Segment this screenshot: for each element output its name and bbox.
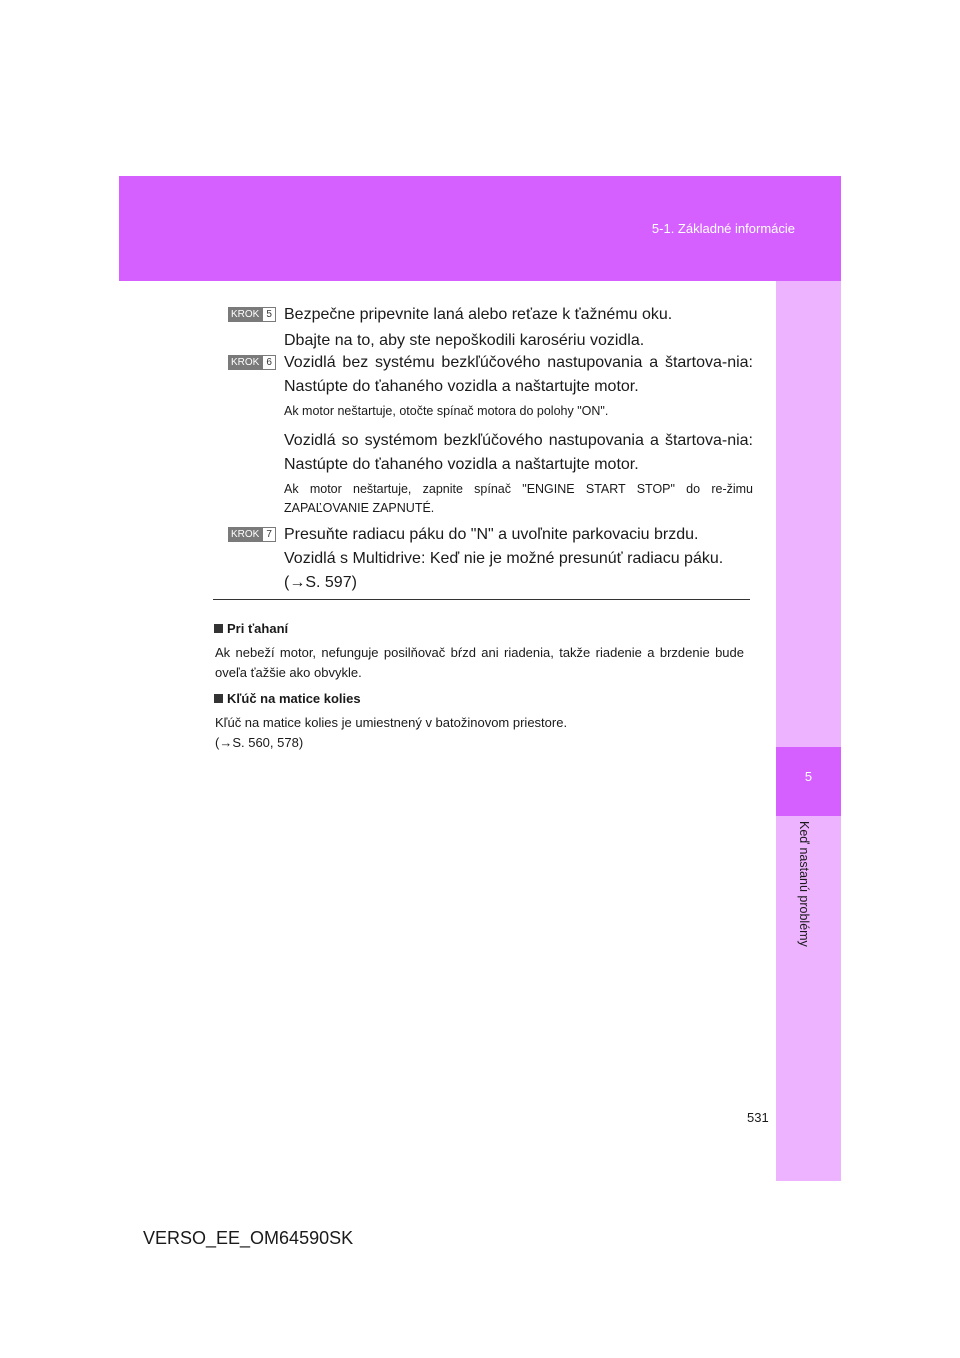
step-5 xyxy=(228,303,753,353)
info-body: Ak nebeží motor, nefunguje posilňovač bŕzd ani riadenia, takže riadenie a brzdenie bude oveľa ťažšie ako obvykle. xyxy=(215,645,744,680)
step-badge-number: 7 xyxy=(262,527,276,542)
step-text: Bezpečne pripevnite laná alebo reťaze k ťažnému oku. xyxy=(284,306,673,323)
step-text: Vozidlá so systémom bezkľúčového nastupovania a štartova-nia: Nastúpte do ťahaného vozidla a naštartujte motor. xyxy=(284,432,753,473)
info-title: Kľúč na matice kolies xyxy=(214,690,744,708)
step-badge xyxy=(228,527,276,542)
info-towing xyxy=(214,620,744,683)
page-number: 531 xyxy=(747,1110,769,1125)
chapter-number: 5 xyxy=(804,769,813,784)
step-badge xyxy=(228,307,276,322)
chapter-number-box xyxy=(776,747,841,816)
step-text: Presuňte radiacu páku do "N" a uvoľnite parkovaciu brzdu. xyxy=(284,526,699,543)
bullet-square-icon xyxy=(214,624,223,633)
step-text: Dbajte na to, aby ste nepoškodili karosériu vozidla. xyxy=(284,332,645,349)
step-badge xyxy=(228,355,276,370)
step-note: Ak motor neštartuje, zapnite spínač "ENGINE START STOP" do re-žimu ZAPAĽOVANIE ZAPNUTÉ. xyxy=(284,482,753,515)
chapter-side-tab xyxy=(776,281,841,1181)
step-6 xyxy=(228,351,753,518)
step-text: Vozidlá s Multidrive: Keď nie je možné presunúť radiacu páku. xyxy=(284,550,724,567)
step-badge-label: KROK xyxy=(228,355,262,370)
step-badge-number: 6 xyxy=(262,355,276,370)
step-badge-number: 5 xyxy=(262,307,276,322)
section-divider xyxy=(213,599,750,600)
step-7 xyxy=(228,523,753,595)
info-body-reference: (→S. 560, 578) xyxy=(215,735,304,750)
step-text: Vozidlá bez systému bezkľúčového nastupovania a štartova-nia: Nastúpte do ťahaného vozidla a naštartujte motor. xyxy=(284,354,753,395)
step-badge-label: KROK xyxy=(228,527,262,542)
info-wheel-wrench xyxy=(214,690,744,753)
header-band xyxy=(119,176,841,281)
step-note: Ak motor neštartuje, otočte spínač motora do polohy "ON". xyxy=(284,404,609,418)
info-body: Kľúč na matice kolies je umiestnený v batožinovom priestore. xyxy=(215,715,568,730)
step-badge-label: KROK xyxy=(228,307,262,322)
info-title: Pri ťahaní xyxy=(214,620,744,638)
step-text: (→S. 597) xyxy=(284,574,357,591)
chapter-title: Keď nastanú problémy xyxy=(797,821,811,947)
bullet-square-icon xyxy=(214,694,223,703)
section-title: 5-1. Základné informácie xyxy=(651,221,795,236)
document-code: VERSO_EE_OM64590SK xyxy=(143,1228,354,1248)
